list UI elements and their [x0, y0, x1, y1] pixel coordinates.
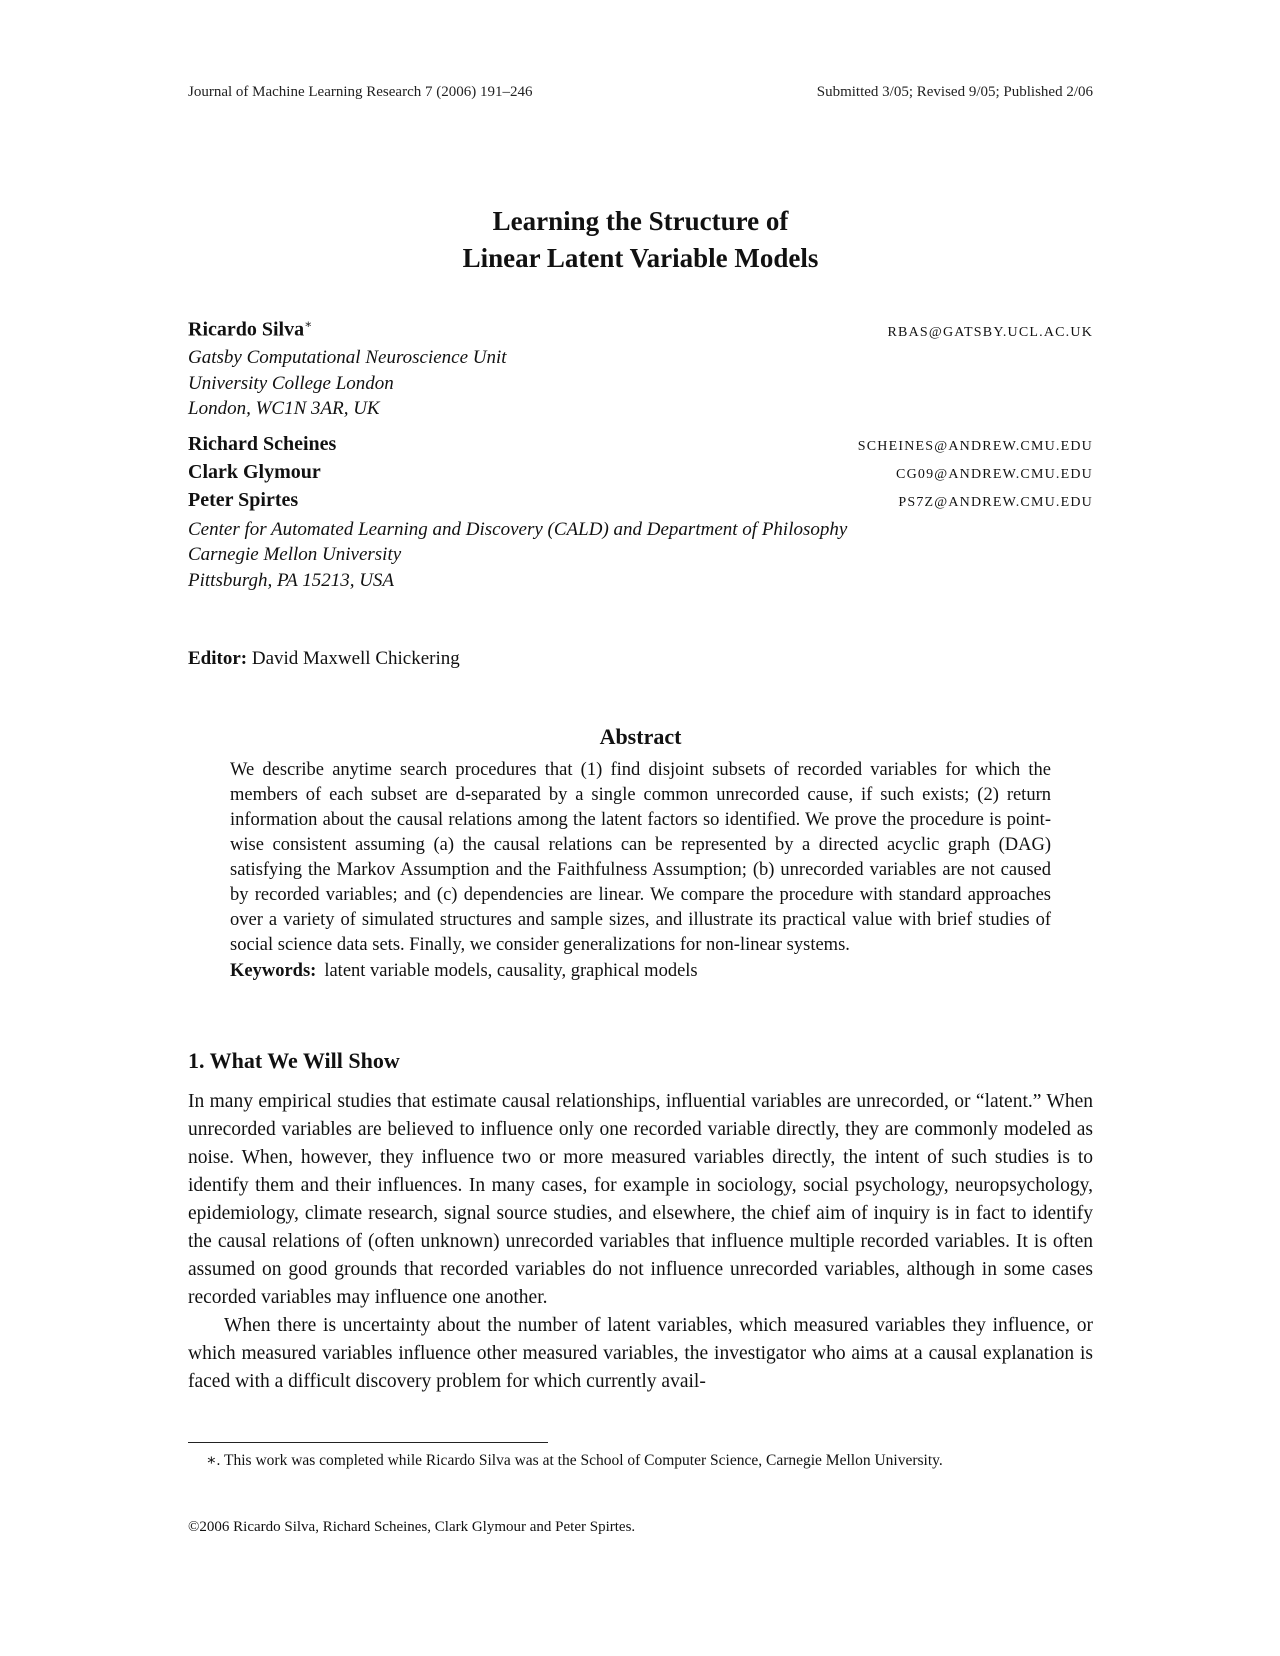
title-line-2: Linear Latent Variable Models: [462, 243, 819, 273]
abstract: [230, 758, 1051, 984]
copyright-notice: ©2006 Ricardo Silva, Richard Scheines, Clark Glymour and Peter Spirtes.: [188, 1519, 636, 1535]
paragraph: In many empirical studies that estimate causal relationships, influential variables are unrecorded, or “latent.” When unrecorded variables are believed to influence only one recorded variable directly, they are commonly modeled as noise. When, however, they influence two or more measured variables directly, the intent of such studies is to identify them and their influences. In many cases, for example in sociology, social psychology, neuropsychology, epidemiology, climate research, signal source studies, and elsewhere, the chief aim of inquiry is in fact to identify the causal relations of (often unknown) unrecorded variables that influence multiple recorded variables. It is often assumed on good grounds that recorded variables do not influence unrecorded variables, although in some cases recorded variables may influence one another.: [188, 1091, 1093, 1308]
author-email: PS7Z@ANDREW.CMU.EDU: [898, 494, 1093, 510]
abstract-heading: Abstract: [599, 724, 682, 749]
author-affiliation: [188, 517, 1093, 594]
footnote-mark: ∗.: [206, 1452, 221, 1469]
affiliation-line: London, WC1N 3AR, UK: [188, 398, 380, 419]
author-row: [188, 461, 1093, 489]
keywords: [230, 959, 1051, 984]
title-line-1: Learning the Structure of: [492, 206, 789, 236]
affiliation-line: Pittsburgh, PA 15213, USA: [188, 569, 395, 591]
author-affiliation: [188, 345, 1093, 422]
section-heading: 1. What We Will Show: [188, 1048, 400, 1073]
author-email: RBAS@GATSBY.UCL.AC.UK: [887, 324, 1093, 340]
paragraph: When there is uncertainty about the number of latent variables, which measured variables they influence, or which measured variables influence other measured variables, the investigator who aims at a causal explanation is faced with a difficult discovery problem for which currently avail-: [188, 1315, 1093, 1392]
affiliation-line: University College London: [188, 372, 394, 394]
author-row: [188, 433, 1093, 461]
author-email: SCHEINES@ANDREW.CMU.EDU: [857, 438, 1093, 454]
paper-title: [188, 203, 1093, 277]
keywords-label: Keywords:: [230, 961, 317, 981]
keywords-text: latent variable models, causality, graphical models: [324, 961, 698, 981]
running-header: [188, 84, 1093, 101]
author-email: CG09@ANDREW.CMU.EDU: [896, 466, 1093, 482]
author-name: Richard Scheines: [188, 432, 337, 455]
author-group: [188, 433, 1093, 594]
editor-name: David Maxwell Chickering: [251, 648, 460, 669]
footnote-text: This work was completed while Ricardo Silva was at the School of Computer Science, Carnegie Mellon University.: [224, 1452, 943, 1469]
author-name: Peter Spirtes: [188, 488, 299, 511]
footnote: [206, 1451, 943, 1470]
author-row: [188, 489, 1093, 517]
author-name: Clark Glymour: [188, 460, 321, 483]
journal-citation: Journal of Machine Learning Research 7 (2006) 191–246: [188, 84, 533, 100]
author-block: [188, 317, 1093, 593]
editor-label: Editor:: [188, 648, 248, 669]
author-name-text: Ricardo Silva: [188, 318, 305, 341]
affiliation-line: Center for Automated Learning and Discovery (CALD) and Department of Philosophy: [188, 518, 848, 540]
section-body: [188, 1088, 1093, 1396]
affiliation-line: Carnegie Mellon University: [188, 544, 402, 565]
author-row: [188, 317, 1093, 345]
submission-dates: Submitted 3/05; Revised 9/05; Published 2/06: [816, 84, 1093, 100]
editor-line: [188, 648, 460, 670]
abstract-text: We describe anytime search procedures that (1) find disjoint subsets of recorded variables for which the members of each subset are d-separated by a single common unrecorded cause, if such exists; (2) return information about the causal relations among the latent factors so identified. We prove the procedure is point-wise consistent assuming (a) the causal relations can be represented by a directed acyclic graph (DAG) satisfying the Markov Assumption and the Faithfulness Assumption; (b) unrecorded variables are not caused by recorded variables; and (c) dependencies are linear. We compare the procedure with standard approaches over a variety of simulated structures and sample sizes, and illustrate its practical value with brief studies of social science data sets. Finally, we consider generalizations for non-linear systems.: [230, 760, 1051, 955]
author-name: [188, 317, 312, 342]
footnote-mark: ∗: [304, 317, 313, 331]
affiliation-line: Gatsby Computational Neuroscience Unit: [188, 347, 507, 368]
footnote-divider: [188, 1442, 548, 1443]
